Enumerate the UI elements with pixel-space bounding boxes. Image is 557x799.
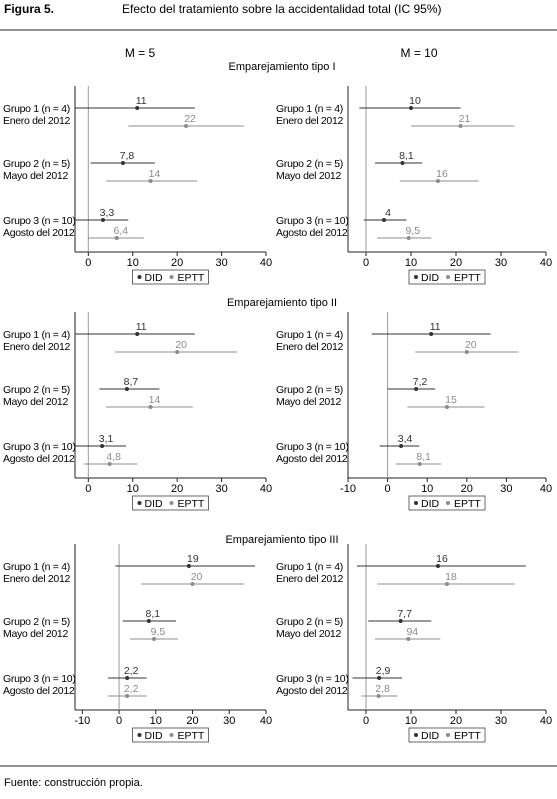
group-date-label: Agosto del 2012 bbox=[3, 227, 75, 239]
x-tick-label: 10 bbox=[126, 257, 139, 269]
legend-did-marker bbox=[414, 501, 418, 505]
x-tick-label: 40 bbox=[539, 483, 553, 495]
legend-did-label: DID bbox=[421, 272, 440, 284]
x-tick-label: -10 bbox=[74, 715, 91, 727]
group-date-label: Enero del 2012 bbox=[3, 341, 71, 353]
eptt-value-label: 2,2 bbox=[123, 683, 139, 695]
did-value-label: 11 bbox=[429, 321, 441, 333]
group-label: Grupo 3 (n = 10) bbox=[276, 673, 349, 685]
group-label: Grupo 1 (n = 4) bbox=[276, 561, 343, 573]
eptt-value-label: 4,8 bbox=[106, 451, 121, 463]
group-date-label: Mayo del 2012 bbox=[276, 170, 341, 182]
group-label: Grupo 1 (n = 4) bbox=[276, 329, 343, 341]
legend-did-label: DID bbox=[144, 730, 163, 742]
group-label: Grupo 2 (n = 5) bbox=[3, 384, 70, 396]
did-value-label: 11 bbox=[135, 95, 147, 107]
legend-eptt-marker bbox=[170, 501, 174, 505]
did-value-label: 2,9 bbox=[375, 665, 391, 677]
group-label: Grupo 2 (n = 5) bbox=[276, 616, 343, 628]
x-tick-label: 30 bbox=[215, 257, 228, 269]
legend-eptt-label: EPTT bbox=[454, 498, 481, 510]
did-value-label: 3,3 bbox=[99, 207, 115, 219]
x-tick-label: 0 bbox=[85, 483, 92, 495]
x-tick-label: -10 bbox=[340, 483, 356, 495]
block-title: Emparejamiento tipo III bbox=[225, 534, 339, 546]
group-date-label: Mayo del 2012 bbox=[3, 170, 68, 182]
did-value-label: 7,2 bbox=[412, 376, 428, 388]
group-label: Grupo 2 (n = 5) bbox=[276, 158, 343, 170]
x-tick-label: 30 bbox=[223, 715, 236, 727]
x-tick-label: 0 bbox=[116, 715, 123, 727]
x-tick-label: 40 bbox=[259, 483, 273, 495]
eptt-value-label: 20 bbox=[190, 571, 203, 583]
x-tick-label: 20 bbox=[460, 483, 473, 495]
did-value-label: 7,7 bbox=[397, 608, 412, 620]
group-date-label: Enero del 2012 bbox=[3, 115, 71, 127]
legend-did-marker bbox=[414, 733, 418, 737]
did-value-label: 8,1 bbox=[145, 608, 161, 620]
legend-did-label: DID bbox=[144, 272, 163, 284]
x-tick-label: 0 bbox=[85, 257, 92, 269]
group-label: Grupo 3 (n = 10) bbox=[3, 673, 76, 685]
group-date-label: Mayo del 2012 bbox=[276, 396, 341, 408]
legend-did-marker bbox=[414, 275, 418, 279]
x-tick-label: 10 bbox=[126, 483, 139, 495]
did-value-label: 11 bbox=[135, 321, 147, 333]
x-tick-label: 10 bbox=[421, 483, 434, 495]
group-label: Grupo 3 (n = 10) bbox=[3, 441, 76, 453]
group-label: Grupo 2 (n = 5) bbox=[3, 616, 70, 628]
did-value-label: 3,1 bbox=[98, 433, 114, 445]
group-label: Grupo 3 (n = 10) bbox=[276, 215, 349, 227]
x-tick-label: 40 bbox=[539, 715, 553, 727]
group-date-label: Enero del 2012 bbox=[276, 341, 344, 353]
legend-eptt-label: EPTT bbox=[177, 730, 205, 742]
group-label: Grupo 1 (n = 4) bbox=[276, 103, 343, 115]
group-label: Grupo 2 (n = 5) bbox=[3, 158, 70, 170]
legend-eptt-label: EPTT bbox=[177, 498, 205, 510]
group-label: Grupo 1 (n = 4) bbox=[3, 561, 70, 573]
legend-eptt-marker bbox=[446, 275, 450, 279]
group-date-label: Enero del 2012 bbox=[3, 573, 71, 585]
x-tick-label: 10 bbox=[404, 715, 418, 727]
group-label: Grupo 2 (n = 5) bbox=[276, 384, 343, 396]
eptt-value-label: 20 bbox=[175, 339, 188, 351]
x-tick-label: 0 bbox=[384, 483, 391, 495]
x-tick-label: 10 bbox=[404, 257, 418, 269]
panels bbox=[3, 61, 552, 742]
legend-did-label: DID bbox=[421, 498, 440, 510]
panel bbox=[276, 312, 552, 510]
eptt-value-label: 2,8 bbox=[375, 683, 390, 695]
x-tick-label: 40 bbox=[259, 257, 273, 269]
eptt-value-label: 94 bbox=[406, 626, 419, 638]
legend-eptt-marker bbox=[170, 733, 174, 737]
x-tick-label: 40 bbox=[259, 715, 273, 727]
figure-source: Fuente: construcción propia. bbox=[4, 777, 143, 789]
did-value-label: 8,7 bbox=[123, 376, 139, 388]
legend-did-marker bbox=[138, 275, 142, 279]
x-tick-label: 20 bbox=[171, 483, 184, 495]
did-value-label: 2,2 bbox=[123, 665, 139, 677]
panel bbox=[276, 86, 552, 284]
x-tick-label: 30 bbox=[494, 257, 508, 269]
group-date-label: Agosto del 2012 bbox=[3, 685, 75, 697]
x-tick-label: 40 bbox=[539, 257, 553, 269]
eptt-value-label: 21 bbox=[458, 113, 471, 125]
did-value-label: 8,1 bbox=[399, 150, 414, 162]
legend-eptt-label: EPTT bbox=[177, 272, 205, 284]
x-tick-label: 20 bbox=[171, 257, 184, 269]
x-tick-label: 30 bbox=[494, 715, 508, 727]
x-tick-label: 0 bbox=[362, 257, 370, 269]
eptt-value-label: 18 bbox=[445, 571, 457, 583]
legend-eptt-marker bbox=[170, 275, 174, 279]
group-date-label: Agosto del 2012 bbox=[276, 453, 348, 465]
eptt-value-label: 9,5 bbox=[405, 225, 421, 237]
panel bbox=[276, 544, 552, 742]
eptt-value-label: 14 bbox=[148, 168, 161, 180]
x-tick-label: 10 bbox=[149, 715, 162, 727]
did-value-label: 4 bbox=[385, 207, 391, 219]
column-header-m5: M = 5 bbox=[124, 46, 156, 60]
column-header-m10: M = 10 bbox=[400, 46, 438, 60]
eptt-value-label: 14 bbox=[148, 394, 161, 406]
did-value-label: 16 bbox=[436, 553, 448, 565]
x-tick-label: 20 bbox=[186, 715, 199, 727]
did-value-label: 19 bbox=[187, 553, 199, 565]
did-value-label: 10 bbox=[409, 95, 421, 107]
group-date-label: Enero del 2012 bbox=[276, 573, 344, 585]
group-date-label: Mayo del 2012 bbox=[276, 628, 341, 640]
figure-title: Efecto del tratamiento sobre la accidentalidad total (IC 95%) bbox=[122, 2, 442, 16]
eptt-value-label: 9,5 bbox=[150, 626, 166, 638]
block-title: Emparejamiento tipo II bbox=[226, 297, 338, 309]
legend-did-marker bbox=[138, 501, 142, 505]
x-tick-label: 30 bbox=[215, 483, 228, 495]
eptt-value-label: 15 bbox=[445, 394, 457, 406]
group-label: Grupo 1 (n = 4) bbox=[3, 103, 70, 115]
legend-did-label: DID bbox=[421, 730, 440, 742]
legend-did-marker bbox=[138, 733, 142, 737]
group-label: Grupo 1 (n = 4) bbox=[3, 329, 70, 341]
x-tick-label: 0 bbox=[362, 715, 370, 727]
group-date-label: Agosto del 2012 bbox=[276, 227, 348, 239]
did-value-label: 3,4 bbox=[397, 433, 413, 445]
legend-did-label: DID bbox=[144, 498, 163, 510]
block-title: Emparejamiento tipo I bbox=[228, 61, 336, 73]
did-value-label: 7,8 bbox=[119, 150, 135, 162]
x-tick-label: 20 bbox=[449, 257, 463, 269]
eptt-value-label: 22 bbox=[184, 113, 196, 125]
group-date-label: Mayo del 2012 bbox=[3, 396, 68, 408]
legend-eptt-label: EPTT bbox=[454, 730, 481, 742]
eptt-value-label: 16 bbox=[436, 168, 448, 180]
group-date-label: Agosto del 2012 bbox=[3, 453, 75, 465]
figure-label: Figura 5. bbox=[4, 2, 55, 16]
legend-eptt-label: EPTT bbox=[454, 272, 481, 284]
legend-eptt-marker bbox=[446, 733, 450, 737]
group-date-label: Agosto del 2012 bbox=[276, 685, 348, 697]
eptt-value-label: 20 bbox=[464, 339, 477, 351]
legend-eptt-marker bbox=[446, 501, 450, 505]
group-date-label: Mayo del 2012 bbox=[3, 628, 68, 640]
x-tick-label: 20 bbox=[449, 715, 463, 727]
group-date-label: Enero del 2012 bbox=[276, 115, 344, 127]
group-label: Grupo 3 (n = 10) bbox=[3, 215, 76, 227]
eptt-value-label: 8,1 bbox=[416, 451, 431, 463]
group-label: Grupo 3 (n = 10) bbox=[276, 441, 349, 453]
eptt-value-label: 6,4 bbox=[113, 225, 129, 237]
x-tick-label: 30 bbox=[500, 483, 513, 495]
